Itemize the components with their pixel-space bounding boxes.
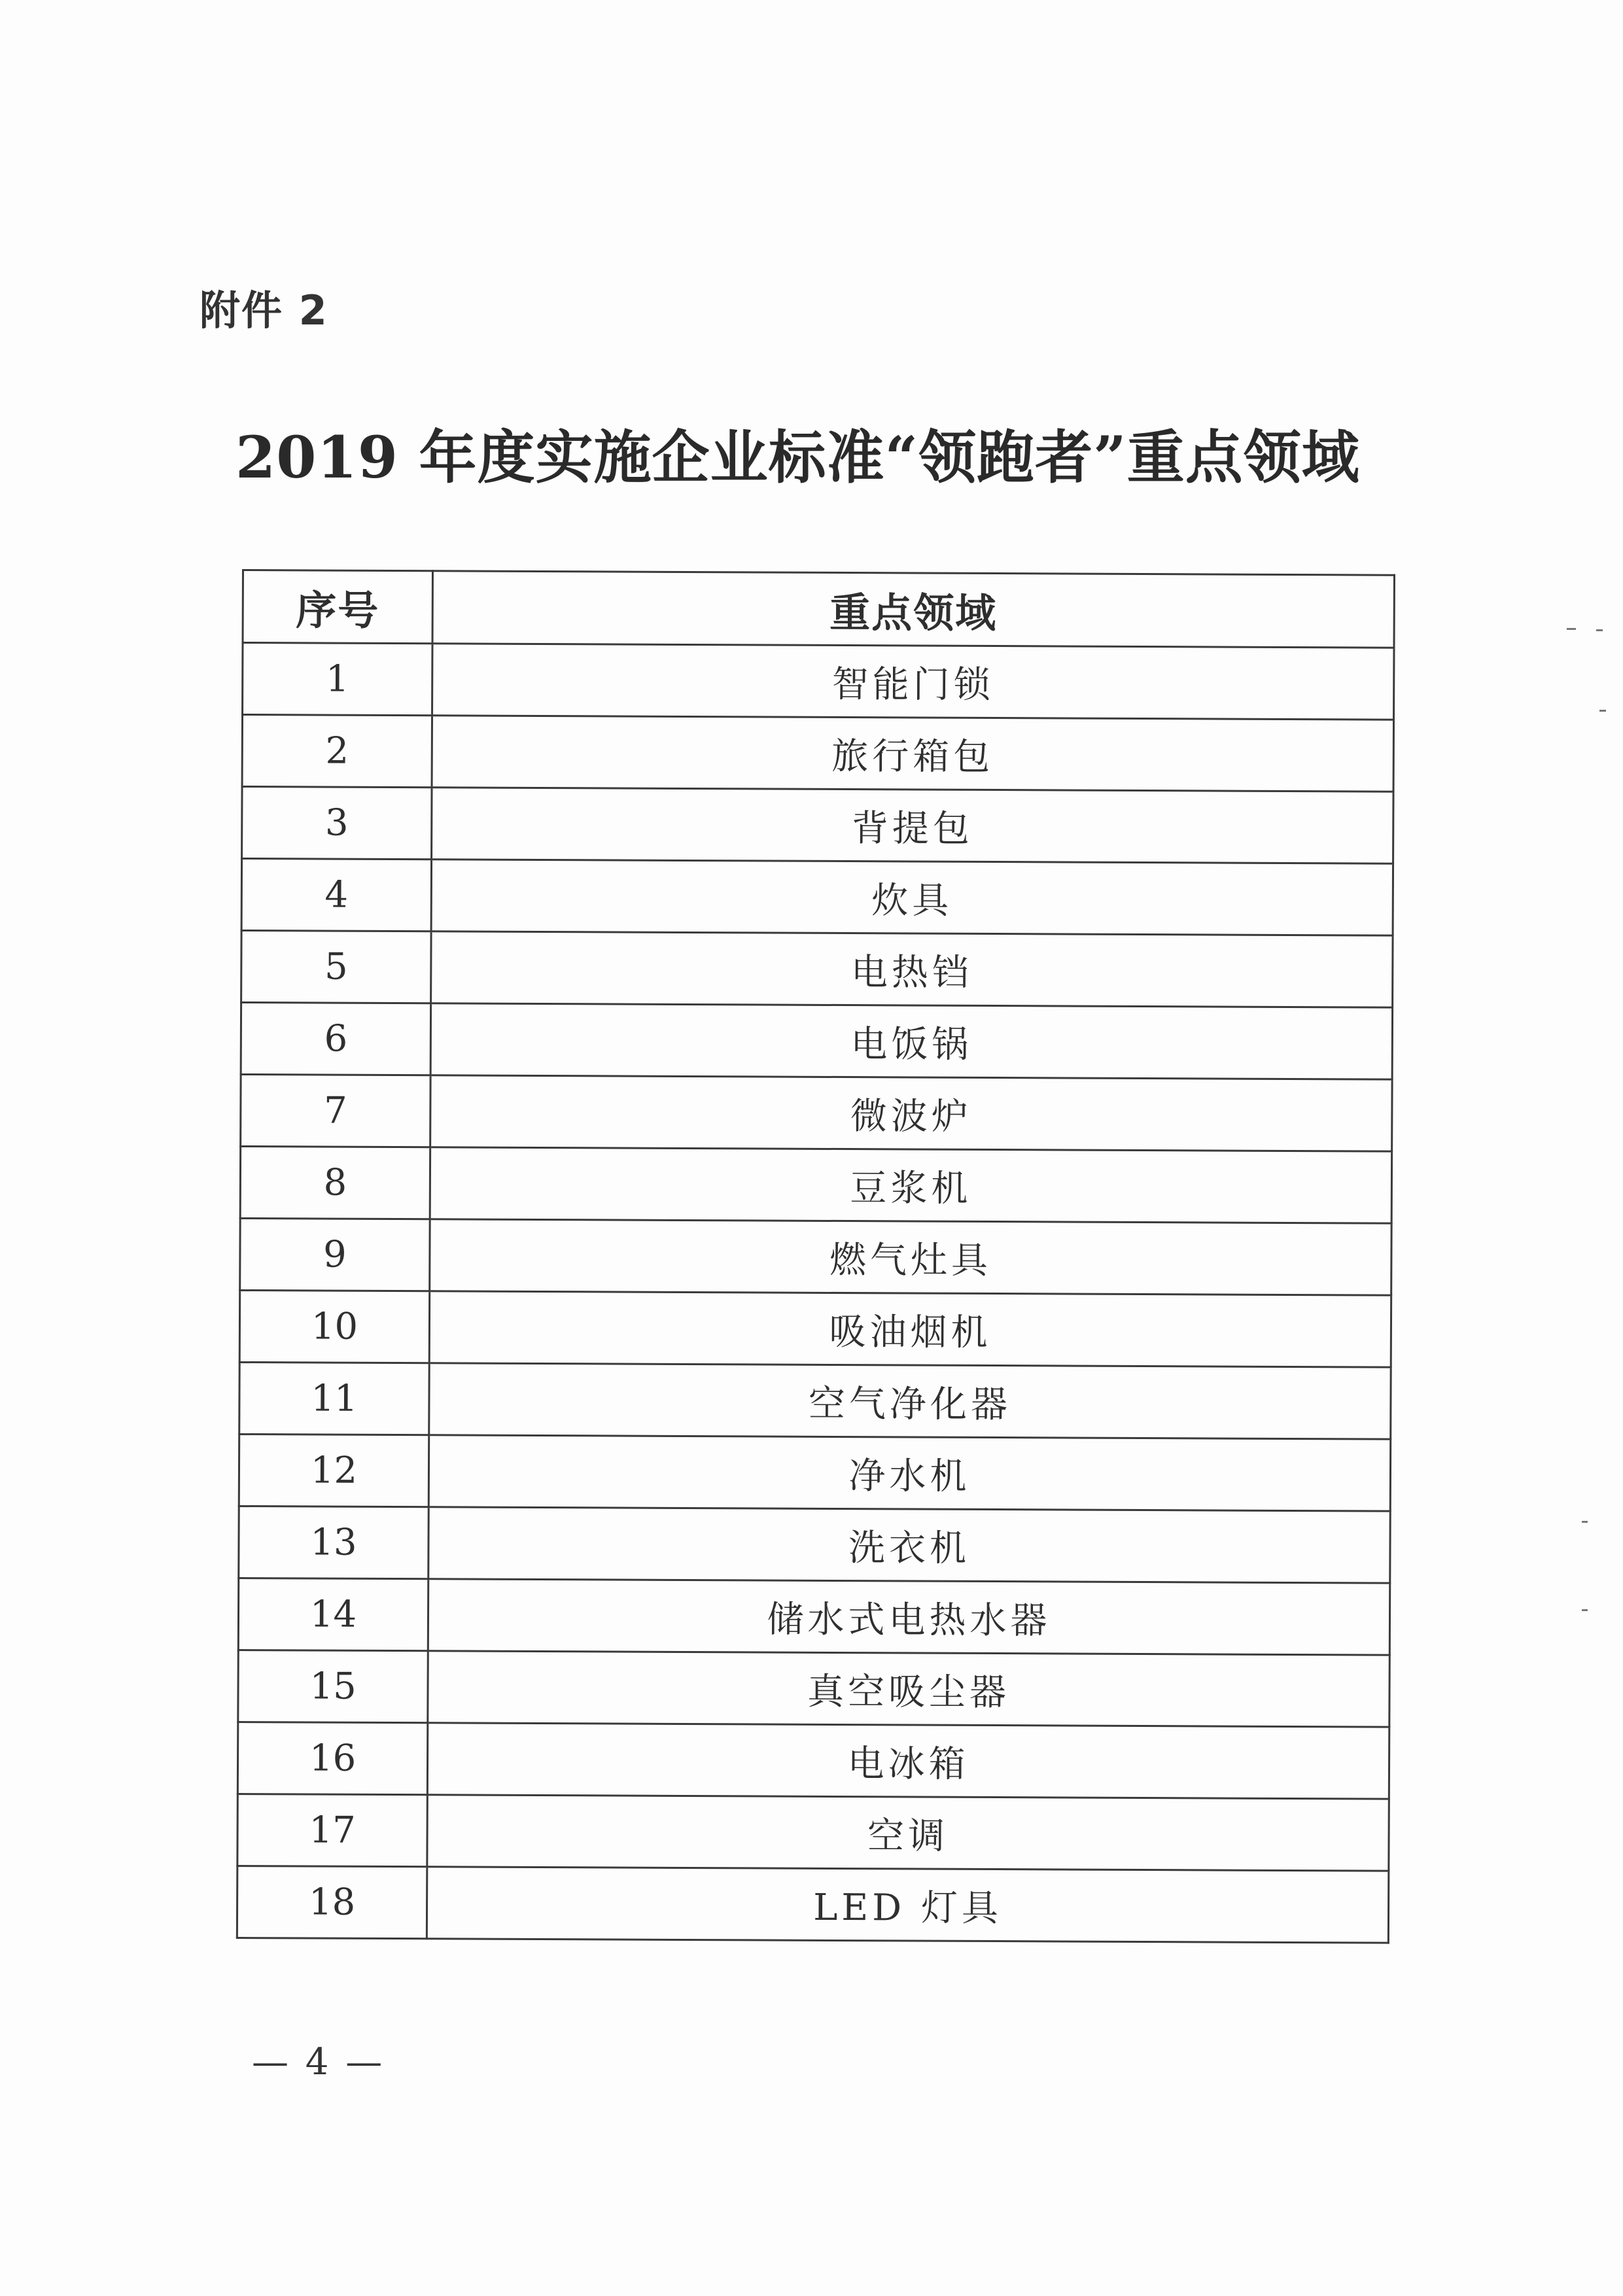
domain-name-cell: 空气净化器 [429,1363,1391,1439]
scan-speck [1582,1521,1588,1523]
table-row [237,1722,1389,1799]
domain-name-cell: 洗衣机 [428,1507,1390,1583]
row-number-cell: 2 [242,715,432,788]
attachment-label: 附件 2 [200,287,328,334]
table-row [241,1003,1392,1080]
domain-table-container [236,569,1393,1944]
domain-name-cell: 燃气灶具 [430,1219,1391,1295]
table-row [239,1362,1391,1439]
table-row [241,859,1393,936]
table-row [237,1794,1389,1871]
document-title: 2019 年度实施企业标准“领跑者”重点领域 [236,423,1360,491]
row-number-cell: 10 [239,1290,429,1363]
scan-speck [1567,628,1576,630]
row-number-cell: 3 [242,787,432,860]
scan-speck [1596,629,1603,631]
column-header-number: 序号 [243,570,432,644]
table-header-row [243,570,1394,648]
row-number-cell: 6 [241,1003,430,1075]
table-row [237,1866,1388,1943]
table-row [243,643,1394,720]
domain-name-cell: LED 灯具 [427,1867,1388,1943]
domain-name-cell: 背提包 [432,788,1393,863]
domain-name-cell: 旅行箱包 [432,716,1393,791]
table-row [241,1074,1392,1151]
page-number: — 4 — [252,2041,385,2083]
table-row [242,715,1393,792]
row-number-cell: 7 [241,1074,430,1147]
domain-name-cell: 电热铛 [431,931,1393,1007]
row-number-cell: 13 [239,1506,428,1578]
row-number-cell: 15 [238,1650,428,1722]
row-number-cell: 16 [237,1722,427,1794]
domain-name-cell: 微波炉 [430,1075,1392,1151]
row-number-cell: 12 [239,1434,428,1506]
table-row [239,1506,1390,1583]
row-number-cell: 17 [237,1794,427,1866]
table-row [240,1218,1391,1295]
table-row [242,787,1393,864]
row-number-cell: 4 [241,859,431,931]
table-row [238,1650,1389,1727]
row-number-cell: 5 [241,931,431,1003]
row-number-cell: 11 [239,1362,429,1435]
domain-name-cell: 吸油烟机 [429,1291,1391,1367]
domain-name-cell: 空调 [427,1795,1389,1871]
domain-name-cell: 智能门锁 [432,644,1394,720]
row-number-cell: 1 [243,643,432,716]
domain-name-cell: 电饭锅 [430,1003,1392,1079]
row-number-cell: 18 [237,1866,427,1938]
column-header-domain: 重点领域 [432,571,1394,648]
scan-speck [1582,1609,1588,1611]
table-row [239,1290,1391,1367]
row-number-cell: 8 [240,1146,430,1219]
table-row [239,1434,1390,1511]
domain-name-cell: 真空吸尘器 [428,1651,1389,1727]
row-number-cell: 9 [240,1218,430,1291]
table-body [237,643,1394,1943]
table-row [241,931,1393,1008]
table-row [238,1578,1389,1655]
domain-name-cell: 净水机 [428,1435,1390,1511]
scan-speck [1599,710,1606,712]
domain-name-cell: 储水式电热水器 [428,1579,1389,1655]
key-domains-table [236,569,1395,1944]
domain-name-cell: 炊具 [431,860,1393,935]
table-row [240,1146,1391,1223]
domain-name-cell: 电冰箱 [427,1723,1389,1799]
domain-name-cell: 豆浆机 [430,1147,1391,1223]
row-number-cell: 14 [238,1578,428,1650]
